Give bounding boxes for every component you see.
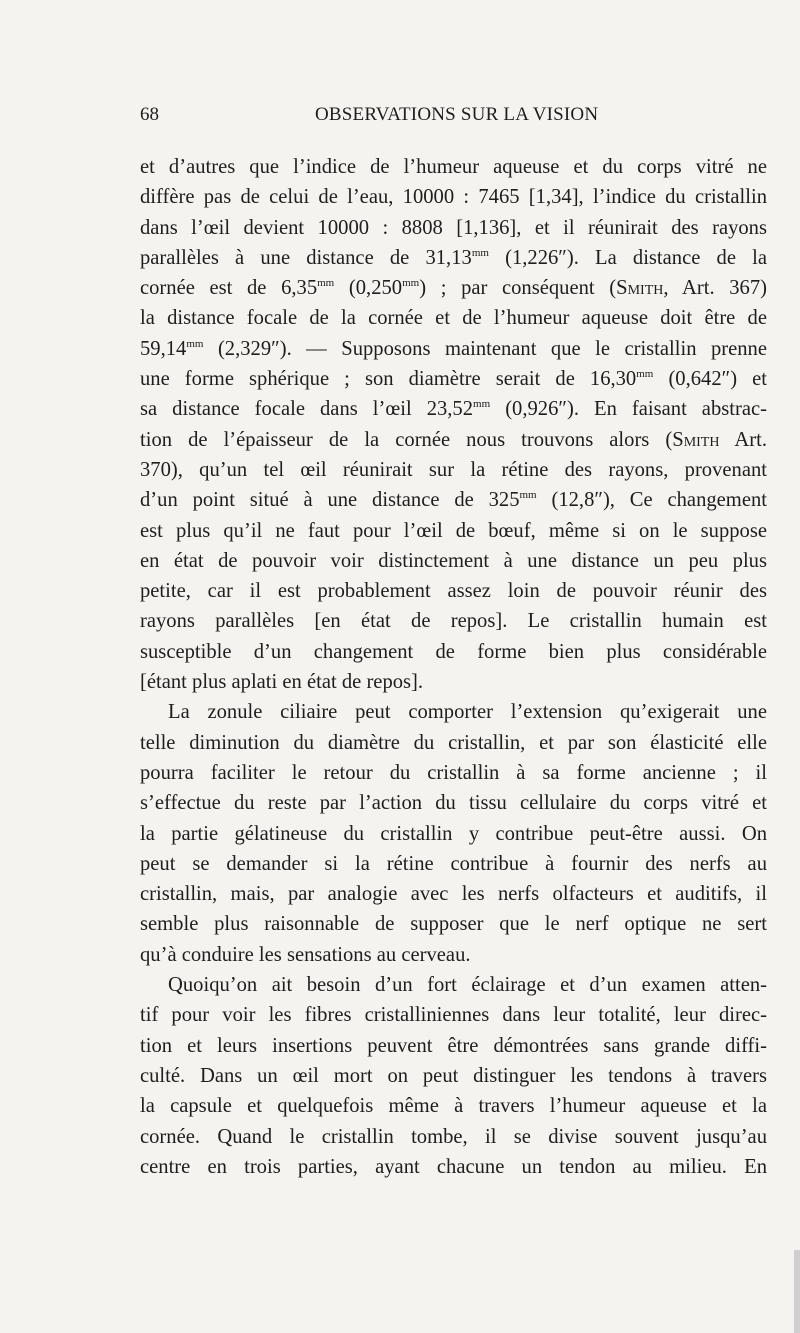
text-line: rayons parallèles [en état de repos]. Le cristallin humain est — [140, 610, 767, 633]
text-line: centre en trois parties, ayant chacune un tendon au milieu. En — [140, 1155, 767, 1178]
text-line: pourra faciliter le retour du cristallin à sa forme ancienne ; il — [140, 761, 767, 784]
text-line: tif pour voir les fibres cristalliniennes dans leur totalité, leur direc- — [140, 1004, 767, 1027]
text-line: cristallin, mais, par analogie avec les nerfs olfacteurs et auditifs, il — [140, 883, 767, 906]
page-header — [140, 104, 780, 134]
mm-unit: mm — [317, 277, 335, 290]
page-edge-shadow — [794, 1250, 800, 1333]
text-line: diffère pas de celui de l’eau, 10000 : 7465 [1,34], l’indice du cristallin — [140, 186, 767, 209]
mm-unit: mm — [402, 277, 420, 290]
mm-unit: mm — [473, 398, 491, 411]
text-line: $59,14^{mm}$ (2,329″). — Supposons maintenant que le cristallin prenne — [140, 337, 767, 360]
text-line: qu’à conduire les sensations au cerveau. — [140, 943, 471, 966]
text-line: cornée est de $6,35^{mm}$ $(0,250^{mm})$ ; par conséquent (Smith, Art. 367) — [140, 277, 767, 300]
text-line: telle diminution du diamètre du cristallin, et par son élasticité elle — [140, 731, 767, 754]
text-line: parallèles à une distance de $31,13^{mm}$ (1,226″). La distance de la — [140, 246, 767, 269]
text-line: tion et leurs insertions peuvent être démontrées sans grande diffi- — [140, 1034, 767, 1057]
text-line: semble plus raisonnable de supposer que le nerf optique ne sert — [140, 913, 767, 936]
text-line: s’effectue du reste par l’action du tissu cellulaire du corps vitré et — [140, 792, 767, 815]
text-line: une forme sphérique ; son diamètre serait de $16,30^{mm}$ (0,642″) et — [140, 368, 767, 391]
text-line: culté. Dans un œil mort on peut distinguer les tendons à travers — [140, 1064, 767, 1087]
text-line: la capsule et quelquefois même à travers l’humeur aqueuse et la — [140, 1095, 767, 1118]
text-line: sa distance focale dans l’œil $23,52^{mm}$ (0,926″). En faisant abstrac- — [140, 398, 767, 421]
author-name: Smith — [616, 277, 664, 300]
text-line: cornée. Quand le cristallin tombe, il se divise souvent jusqu’au — [140, 1125, 767, 1148]
mm-unit: mm — [636, 368, 654, 381]
body-text — [140, 152, 767, 1182]
mm-unit: mm — [471, 246, 489, 259]
mm-unit: mm — [186, 337, 204, 350]
text-line: 370), qu’un tel œil réunirait sur la rétine des rayons, provenant — [140, 458, 767, 481]
text-line: petite, car il est probablement assez loin de pouvoir réunir des — [140, 580, 767, 603]
page-number: 68 — [140, 104, 159, 125]
text-line: susceptible d’un changement de forme bien plus considérable — [140, 640, 767, 663]
text-line: et d’autres que l’indice de l’humeur aqueuse et du corps vitré ne — [140, 156, 767, 178]
text-line: la distance focale de la cornée et de l’humeur aqueuse doit être de — [140, 307, 767, 330]
text-line: dans l’œil devient 10000 : 8808 [1,136], et il réunirait des rayons — [140, 216, 767, 239]
text-line: est plus qu’il ne faut pour l’œil de bœuf, même si on le suppose — [140, 519, 767, 542]
text-line: peut se demander si la rétine contribue à fournir des nerfs au — [140, 852, 767, 875]
text-line: en état de pouvoir voir distinctement à une distance un peu plus — [140, 549, 767, 572]
text-line: La zonule ciliaire peut comporter l’extension qu’exigerait une — [168, 701, 767, 724]
text-line: la partie gélatineuse du cristallin y contribue peut-être aussi. On — [140, 822, 767, 845]
text-line: [étant plus aplati en état de repos]. — [140, 671, 424, 694]
text-line: tion de l’épaisseur de la cornée nous trouvons alors (Smith Art. — [140, 428, 767, 451]
text-line: Quoiqu’on ait besoin d’un fort éclairage et d’un examen atten- — [168, 974, 767, 997]
running-title: OBSERVATIONS SUR LA VISION — [315, 104, 599, 125]
author-name: Smith — [672, 428, 720, 451]
mm-unit: mm — [519, 489, 537, 502]
text-line: d’un point situé à une distance de $325^{mm}$ (12,8″), Ce changement — [140, 489, 767, 512]
